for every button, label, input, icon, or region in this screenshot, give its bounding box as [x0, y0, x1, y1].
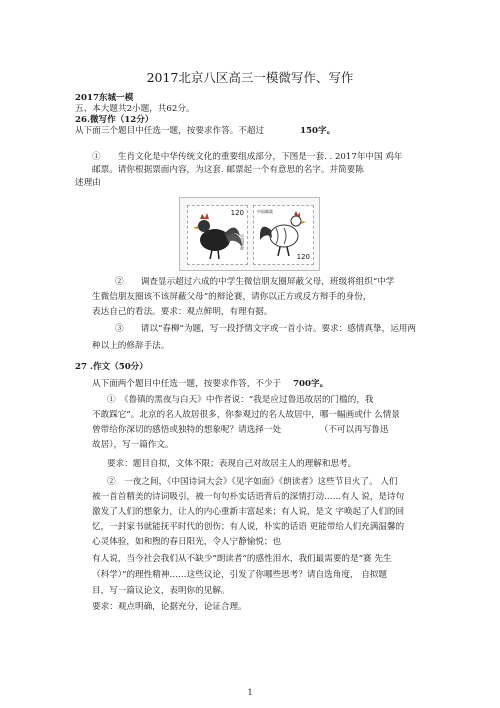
q27-requirement1: 要求：题目自拟，文体不限；表现自己对故居主人的理解和思考。	[107, 459, 357, 469]
q27-option1-line4: 故居），写一篇作文。	[92, 440, 174, 450]
q27-heading	[75, 361, 500, 373]
q26-option3-line1: ③ 请以“春柳”为题，写一段抒情文字或一首小诗。要求：感情真挚，运用两	[115, 324, 416, 334]
q26-option1-line1: ① 生肖文化是中华传统文化的重要组成部分，下图是一套. . 2017年中国 鸡年	[92, 152, 403, 162]
q26-word-limit: 150字。	[300, 126, 336, 136]
q27-instruction-text: 从下面两个题目中任选一题，按要求作答，不少于	[92, 379, 282, 389]
q26-instruction-text: 从下面三个题目中任选一题，按要求作答。不超过	[75, 126, 265, 136]
q27-option1-line2: 不敢踩它”。北京的名人故居很多，你参观过的名人故居中，哪一幅画或什 么情景	[92, 410, 400, 420]
q26-option2-line2: 生微信朋友圈该不该屏蔽父母”的辩论赛，请你以正方或反方辩手的身份，	[92, 292, 372, 302]
stamp-left-value: 120	[230, 209, 244, 217]
q26-option2-line3: 表达自己的看法。要求：观点鲜明，有理有据。	[92, 307, 273, 317]
q26-option1-line2: 邮票。请你根据票面内容，为这套. 邮票起一个有意思的名字。并简要陈	[92, 165, 364, 175]
intro-text: 五、本大题共2小题，共62分。	[75, 104, 195, 114]
q27-word-limit: 700字。	[293, 379, 329, 389]
stamp-right-caption: 中国邮政	[257, 209, 273, 214]
q26-option3-line2: 种以上的修辞手法。	[92, 341, 170, 351]
q26-heading-text: 26.微写作（12分）	[75, 115, 154, 125]
q27-option1-line3: 曾带给你深切的感悟或独特的想象呢？请选择一处 （不可以再写鲁迅	[92, 425, 389, 435]
stamp-right	[253, 205, 314, 265]
stamp-right-value: 120	[296, 253, 310, 261]
q27-option2-line1: ② 一夜之间，《中国诗词大会》《见字如面》《朗读者》这些节目火了。 人们	[107, 477, 398, 487]
q27-option2-line7: （科学）”的理性精神……这些议论，引发了你哪些思考？请自选角度， 自拟题	[92, 570, 388, 580]
stamp-left-caption: 中国邮政	[240, 234, 245, 250]
q27-option2-line3: 激发了人们的想象力，让人的内心重新丰富起来；有人说，是文 字唤起了人们的回	[92, 507, 405, 517]
q27-option2-line5: 心灵体验，如和煦的春日阳光，令人宁静愉悦；也	[92, 537, 282, 547]
section-label: 2017东城一模	[75, 93, 134, 103]
q27-option2-line8: 目，写一篇议论文，表明你的见解。	[92, 586, 230, 596]
q26-option1-line3: 述理由	[75, 178, 101, 188]
q27-option2-line6: 有人说，当今社会我们从不缺少“朗读者”的感性泪水，我们最需要的是“赛 先生	[92, 554, 392, 564]
stamp-left	[187, 205, 248, 265]
rooster-stamps-image	[179, 197, 320, 271]
q27-requirement2: 要求：观点明确，论据充分，论证合理。	[92, 602, 247, 612]
q27-instruction	[92, 378, 500, 390]
page-number: 1	[247, 688, 253, 697]
q27-option2-line2: 被一首首精美的诗词吸引，被一句句朴实话语背后的深情打动……有人 说，是诗句	[92, 492, 405, 502]
q27-option1-line1: ① 《鲁镇的黑夜与白天》中作者说：“我是应过鲁迅故居的门槛的，我	[107, 395, 374, 405]
q27-heading-text: 27 .作文（50分）	[75, 362, 148, 372]
page-title: 2017北京八区高三一模微写作、写作	[146, 70, 354, 85]
q27-option2-line4: 忆，一封家书就能抚平时代的创伤；有人说，朴实的话语 更能带给人们充满温馨的	[92, 522, 405, 532]
q26-instruction	[75, 125, 500, 137]
q26-option2-line1: ② 调查显示超过六成的中学生微信朋友圈屏蔽父母，班级将组织“中学	[115, 277, 395, 287]
